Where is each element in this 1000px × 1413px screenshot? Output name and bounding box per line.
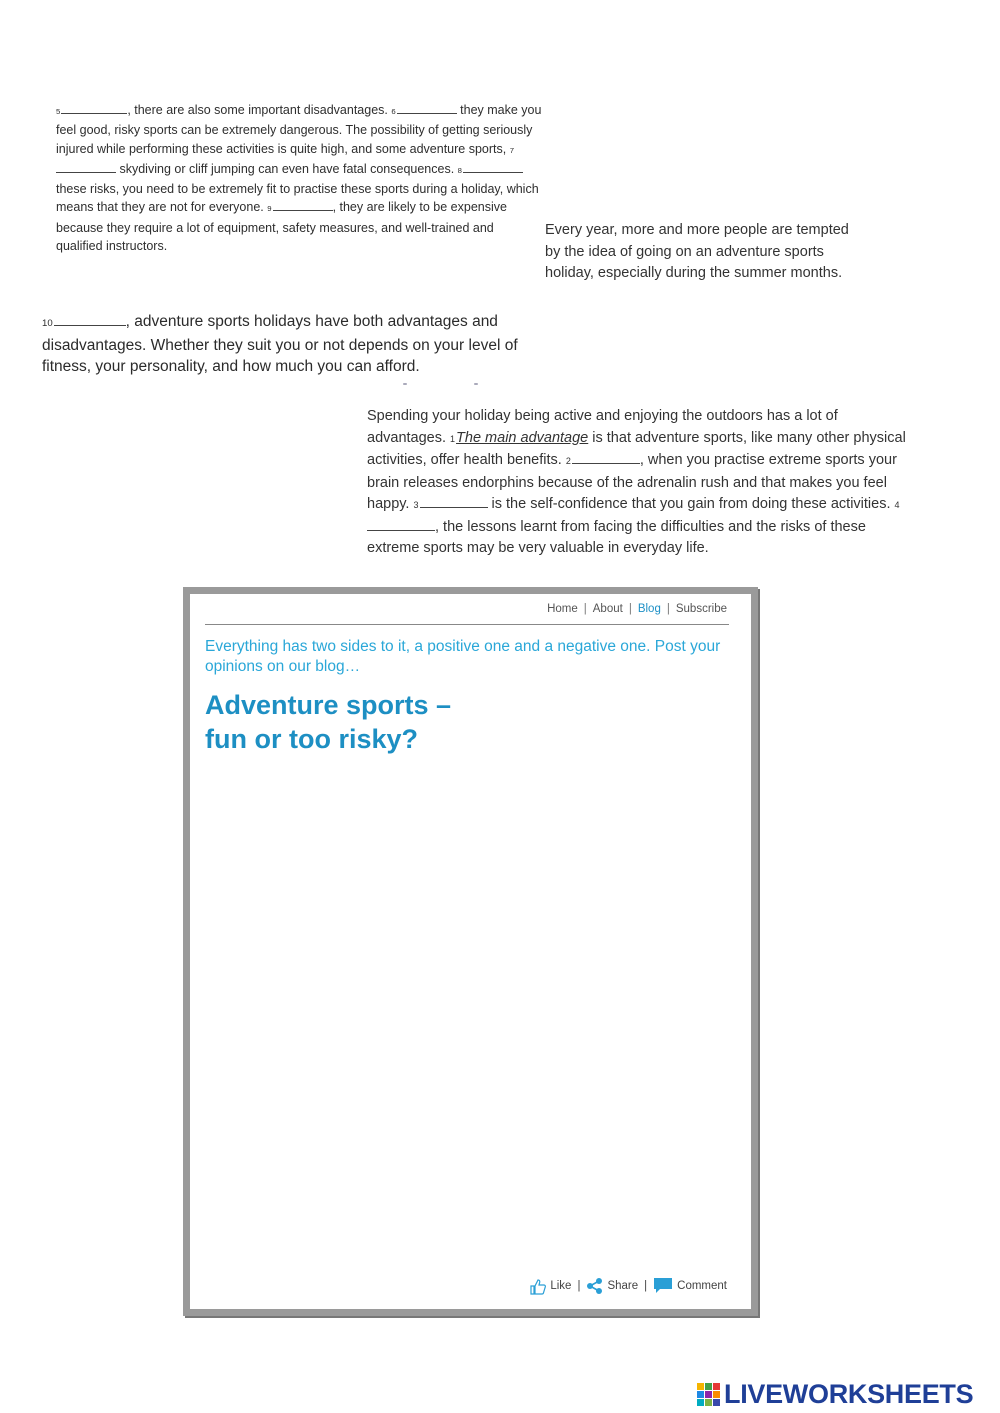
gap-number-1: 1 (450, 433, 456, 444)
lead-text: Spending your holiday being active and enjoying the outdoors has a lot of advantages. (367, 408, 838, 446)
gap-number-4: 4 (894, 500, 900, 511)
gap-number-2: 2 (565, 456, 571, 467)
paragraph-gap-10 (42, 311, 567, 378)
gap-number-6: 6 (391, 107, 396, 116)
gap-5-blank[interactable] (61, 102, 127, 114)
gap-8-blank[interactable] (463, 161, 523, 173)
share-button[interactable] (586, 1277, 638, 1295)
gap-10-blank[interactable] (54, 311, 126, 326)
comment-icon (653, 1277, 673, 1295)
gap-9-blank[interactable] (273, 199, 333, 211)
paragraph-gaps-1-to-4 (367, 406, 917, 560)
paragraph-gaps-5-to-9 (56, 101, 542, 255)
like-label: Like (550, 1280, 572, 1292)
blog-title-line-2: fun or too risky? (205, 724, 419, 754)
gap-number-9: 9 (267, 204, 272, 214)
thumbs-up-icon (529, 1278, 547, 1295)
gap-number-10: 10 (42, 318, 53, 329)
scan-mark (474, 383, 478, 385)
gap-7-blank[interactable] (56, 161, 116, 173)
nav-separator: | (628, 603, 632, 615)
gap-2-blank[interactable] (572, 450, 640, 464)
gap-number-3: 3 (413, 500, 419, 511)
action-separator: | (644, 1280, 648, 1292)
share-label: Share (607, 1280, 639, 1292)
liveworksheets-logo-text: LIVEWORKSHEETS (724, 1379, 974, 1409)
nav-home-link[interactable]: Home (547, 603, 578, 615)
action-separator: | (577, 1280, 581, 1292)
text-after-gap-5: , there are also some important disadvantages. (127, 103, 388, 117)
liveworksheets-logo (697, 1379, 973, 1410)
gap-number-8: 8 (457, 165, 462, 175)
blog-nav (547, 603, 727, 615)
blog-title-line-1: Adventure sports – (205, 690, 452, 720)
comment-label: Comment (677, 1280, 727, 1292)
gap-6-blank[interactable] (397, 102, 457, 114)
text-after-gap-1: is that adventure sports, like many other physical activities, offer health benefits. (367, 429, 906, 469)
nav-divider (205, 624, 729, 625)
example-answer-1: The main advantage (456, 429, 589, 446)
blog-tagline: Everything has two sides to it, a positive one and a negative one. Post your opinions on our blog… (205, 638, 721, 675)
text-after-gap-3: is the self-confidence that you gain from doing these activities. (491, 496, 891, 513)
blog-actions (529, 1277, 727, 1295)
blog-title (205, 688, 605, 756)
nav-subscribe-link[interactable]: Subscribe (675, 603, 727, 615)
nav-separator: | (583, 603, 587, 615)
blog-page-frame (183, 587, 758, 1316)
gap-3-blank[interactable] (420, 494, 488, 508)
share-icon (586, 1277, 604, 1295)
text-after-gap-7: skydiving or cliff jumping can even have fatal consequences. (119, 161, 455, 176)
gap-number-5: 5 (56, 107, 61, 116)
text-after-gap-9: , they are likely to be expensive because they require a lot of equipment, safety measures, and well-trained and qualified instructors. (56, 200, 507, 254)
comment-button[interactable] (653, 1277, 727, 1295)
like-button[interactable] (529, 1278, 571, 1295)
text-after-gap-10: , adventure sports holidays have both advantages and disadvantages. Whether they suit you or not depends on your level of fitness, your personality, and how much you can afford. (42, 313, 518, 375)
gap-number-7: 7 (509, 145, 515, 155)
liveworksheets-logo-icon (697, 1383, 721, 1407)
text-after-gap-2: , when you practise extreme sports your brain releases endorphins because of the adrenalin rush and that makes you feel happy. (367, 452, 897, 513)
gap-4-blank[interactable] (367, 517, 435, 531)
text-after-gap-8: these risks, you need to be extremely fit to practise these sports during a holiday, which means that they are not for everyone. (56, 182, 539, 215)
nav-about-link[interactable]: About (592, 603, 623, 615)
text-after-gap-6: they make you feel good, risky sports can be extremely dangerous. The possibility of getting seriously injured while performing these activities is quite high, and some adventure sports, (56, 103, 542, 156)
intro-paragraph: Every year, more and more people are tempted by the idea of going on an adventure sports holiday, especially during the summer months. (545, 222, 849, 281)
nav-blog-link[interactable]: Blog (637, 603, 661, 615)
scan-mark (403, 383, 407, 385)
nav-separator: | (666, 603, 670, 615)
text-after-gap-4: , the lessons learnt from facing the difficulties and the risks of these extreme sports may be very valuable in everyday life. (367, 518, 866, 557)
